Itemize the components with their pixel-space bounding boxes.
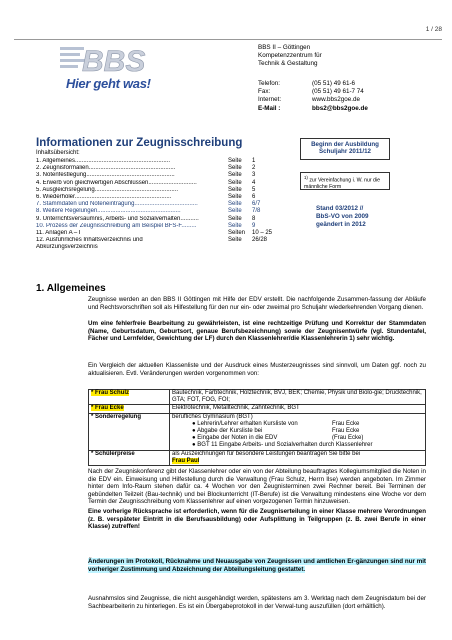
footnote-text: zur Vereinfachung i. W. nur die männliche Form xyxy=(304,177,380,190)
toc-entry[interactable]: Abkürzungsverzeichnis xyxy=(36,244,98,251)
logo-letters: BBS xyxy=(82,45,146,77)
table-cell: Elektrotechnik, Metalltechnik, Zahntechnik, BGT xyxy=(170,405,426,413)
contact-email[interactable]: E-Mail : bbs2@bbs2goe.de xyxy=(258,104,368,112)
status-line: BbS-VO von 2009 xyxy=(316,213,369,220)
toc-entry[interactable]: 7. Stammdaten und Noteneintragung...................................... Seite 6/7 xyxy=(36,201,261,208)
table-label: * Sonderregelung xyxy=(89,413,170,450)
contact-phone: Telefon: (05 51) 49 61-6 xyxy=(258,80,356,87)
paragraph: Ausnahmslos sind Zeugnisse, die nicht ausgehändigt werden, spätestens am 3. Werktag nach dem Zeugnisdatum bei der Sachbearbeiterin zu hinterlegen. Es ist ein Übergabeprotokoll in der Verwal-tung auszufüllen (dort erhältlich). xyxy=(88,595,426,610)
toc-entry[interactable]: 2. Zeugnisformalien.................................................... Seite 2 xyxy=(36,165,256,172)
logo-tagline: Hier geht was! xyxy=(66,76,151,91)
contact-block xyxy=(258,80,368,113)
contact-name: * Frau Schulz xyxy=(91,390,130,396)
contact-name: Frau Paul xyxy=(172,457,200,464)
table-row xyxy=(89,405,426,413)
paragraph: Ein Vergleich der aktuellen Klassenliste und der Ausdruck eines Musterzeugnisses sind sinnvoll, um Daten ggf. noch zu aktualisieren. Evtl. Veränderungen werden vorgenommen von: xyxy=(88,362,426,377)
toc-entry[interactable]: 10. Prozess der Zeugnisschreibung am Beispiel BFS-F......... Seite 9 xyxy=(36,222,256,229)
toc-entry[interactable]: 9. Unterrichtsversäumnis, Arbeits- und Sozialverhalten........... Seite 8 xyxy=(36,215,256,222)
table-cell: als Auszeichnungen für besondere Leistungen beantragen Sie bitte bei xyxy=(172,450,361,457)
contact-fax: Fax: (05 51) 49 61-7 74 xyxy=(258,88,364,96)
org-line: BBS II – Göttingen xyxy=(258,44,311,51)
table-cell: Bautechnik, Farbtechnik, Holztechnik, BVJ, BEK; Chemie, Physik und Biolo-gie; Drucktechnik, GTA; FOT, FOG, FOI; xyxy=(170,390,426,405)
toc-entry[interactable]: 12. Ausführliches Inhaltsverzeichnis und Seite 26/28 xyxy=(36,237,268,244)
toc-entry[interactable]: 3. Notenfestlegung..................................................... Seite 3 xyxy=(36,172,256,179)
contact-name: * Frau Ecke xyxy=(91,405,124,412)
paragraph: Nach der Zeugniskonferenz gibt der Klassenlehrer oder ein von der Abteilung beauftragtes Kollegiumsmitglied die Noten in die EDV ein. Einweisung und Hilfestellung durch die Verwaltung (Frau Schulz, Herrn Ilse) werden angeboten. Im Zimmer hinter dem Info-Raum stehen dafür ca. 4 Wochen vor den Zeugnisterminen zwei Rechner bereit. Bei Terminen der gebündelten Teilzeit (Bau-technik) und bei Blockunterricht (IT-Berufe) ist die Verwaltung mindestens eine Woche vor dem Termin der Zeugnisschreibung vom Klassenlehrer auf einen vorgezogenen Termin hinzuweisen. xyxy=(88,468,426,506)
toc-entry[interactable]: 8. Weitere Regelungen.................................................. Seite 7/8 xyxy=(36,208,261,215)
page-number: 1 / 28 xyxy=(425,26,442,33)
paragraph: Zeugnisse werden an den BBS II Göttingen mit Hilfe der EDV erstellt. Die nachfolgende Zusammen-fassung der Abläufe und Rechtsvorschriften soll als Hilfestellung für den nur ein- oder zweimal pro Schuljahr wiederkehrenden Vorgang dienen. xyxy=(88,296,426,311)
bbs-logo xyxy=(60,43,162,99)
toc-entry[interactable]: 5. Ausgleichsregelung.................................................. Seite 5 xyxy=(36,186,256,193)
responsibility-table xyxy=(88,389,426,466)
table-row xyxy=(89,390,426,405)
status-line: geändert in 2012 xyxy=(316,221,366,228)
table-row xyxy=(89,413,426,450)
toc-heading: Inhaltsübersicht: xyxy=(36,150,80,156)
toc-entry[interactable]: 1. Allgemeines......................................................... Seite 1 xyxy=(36,158,256,164)
toc-entry[interactable]: 6. Wiederholer.......................................................... Seite 6 xyxy=(36,194,256,201)
org-line: Kompetenzzentrum für xyxy=(258,52,322,60)
table-cell: berufliches Gymnasium (BGT) xyxy=(172,413,253,420)
list-item: ● Eingabe der Noten in die EDV (Frau Ecke) xyxy=(192,435,364,442)
table-of-contents xyxy=(36,158,273,252)
footnote-box xyxy=(300,172,390,190)
organization-address xyxy=(258,44,322,69)
list-item: ● BGT 11 Eingabe Arbeits- und Sozialverhalten durch Klassenlehrer xyxy=(192,442,373,449)
list-item: ● Lehrerin/Lehrer erhalten Kursliste von Frau Ecke xyxy=(192,420,360,427)
contact-internet[interactable]: Internet: www.bbs2goe.de xyxy=(258,96,360,104)
section-heading: 1. Allgemeines xyxy=(36,283,106,294)
bbs-logo-graphic xyxy=(60,43,162,77)
toc-entry[interactable]: 4. Erwerb von gleichwertigen Abschlüssen............................. Seite 4 xyxy=(36,179,256,186)
status-line: Stand 03/2012 // xyxy=(316,205,364,212)
table-row xyxy=(89,450,426,465)
table-label: * Schülerpreise xyxy=(89,450,170,465)
training-start-box: Beginn der Ausbildung Schuljahr 2011/12 xyxy=(300,138,390,160)
header-divider xyxy=(14,39,442,40)
org-line: Technik & Gestaltung xyxy=(258,60,318,68)
list-item: ● Abgabe der Kursliste bei Frau Ecke xyxy=(192,428,360,435)
document-title: Informationen zur Zeugnisschreibung xyxy=(36,137,243,149)
toc-entry[interactable]: 11. Anlagen A – I Seiten 10 – 25 xyxy=(36,230,273,237)
footnote-marker: 1) xyxy=(304,175,308,180)
paragraph-emphasis: Eine vorherige Rücksprache ist erforderlich, wenn für die Zeugniserteilung in einer Klasse mehrere Verordnungen (z. B. verspäteter Eintritt in die Berufsausbildung) oder Aufsplittung in Teilgruppen (z. B. zwei Berufe in einer Klasse) zutreffen! xyxy=(88,508,426,531)
paragraph-emphasis: Änderungen im Protokoll, Rücknahme und Neuausgabe von Zeugnissen und amtlichen Er-gänzungen sind nur mit vorheriger Zustimmung und Abzeichnung der Abteilungsleitung gestattet. xyxy=(88,558,426,573)
status-note xyxy=(316,205,369,229)
paragraph-emphasis: Um eine fehlerfreie Bearbeitung zu gewährleisten, ist eine rechtzeitige Prüfung und Korrektur der Stammdaten (Name, Geburtsdatum, Geburtsort, genaue Berufsbezeichnung) sowie der Zeugnisentwürfe (vgl. Stundentafel, Fächer und Lernfelder, Gewichtung der LF) durch den Klassenlehrer/die Klassenlehrerin 1) sehr wichtig. xyxy=(88,320,426,343)
